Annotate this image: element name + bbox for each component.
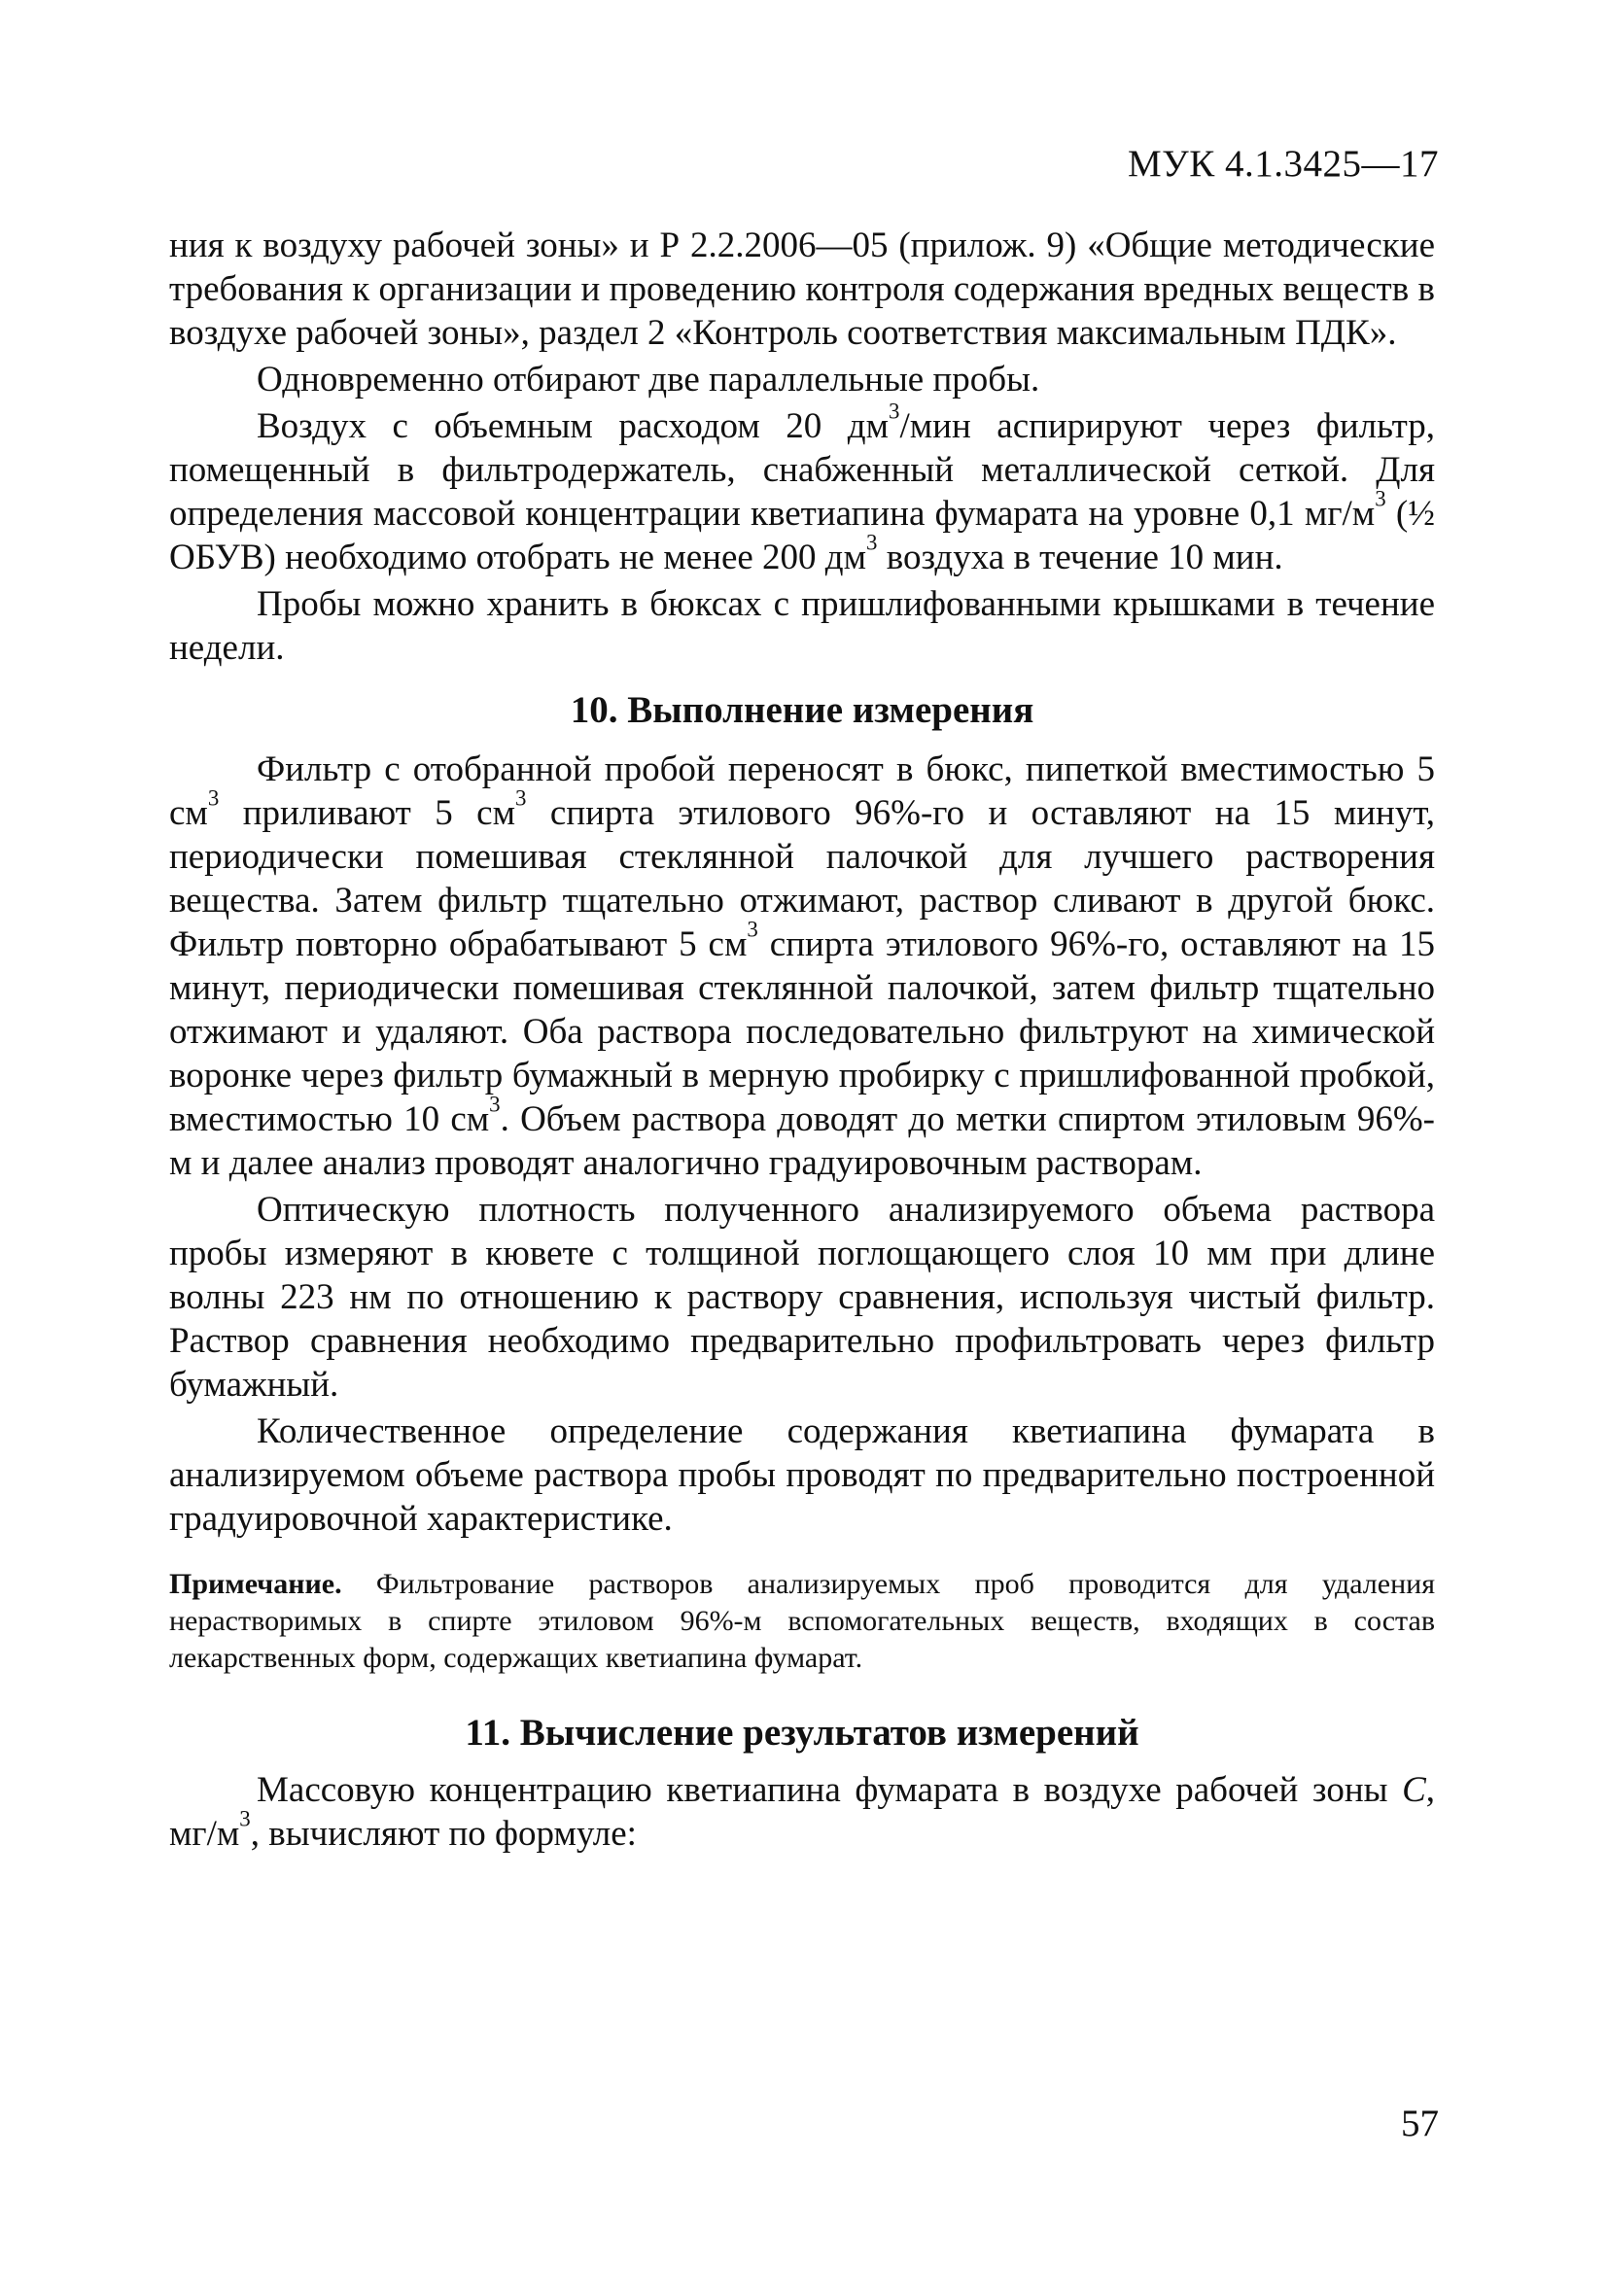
superscript: 3: [866, 530, 878, 555]
superscript: 3: [747, 917, 758, 942]
text-fragment: спирта этилового 96%-го и оставляют на 15 минут, периодически помешивая стеклянной палочкой для лучшего растворения вещества. Затем фильтр тщательно отжимают, раствор сливают в другой бюкс. Фильтр повторно обрабатывают 5 см: [169, 793, 1435, 964]
text-fragment: , мг/м: [169, 1770, 1435, 1854]
superscript: 3: [207, 785, 220, 811]
section-11-title: 11. Вычисление результатов измерений: [465, 1712, 1139, 1754]
superscript: 3: [239, 1806, 251, 1831]
section-10-title: 10. Выполнение измерения: [570, 689, 1034, 731]
paragraph-continuation: ния к воздуху рабочей зоны» и Р 2.2.2006—05 (прилож. 9) «Общие методические требования к организации и проведению контроля содержания вредных веществ в воздухе рабочей зоны», раздел 2 «Контроль соответствия максимальным ПДК».: [169, 226, 1435, 353]
text-fragment: , вычисляют по формуле:: [250, 1814, 637, 1854]
text-fragment: воздуха в течение 10 мин.: [877, 538, 1283, 577]
paragraph-optical-density: Оптическую плотность полученного анализируемого объема раствора пробы измеряют в кювете с толщиной поглощающего слоя 10 мм при длине волны 223 нм по отношению к раствору сравнения, используя чистый фильтр. Раствор сравнения необходимо предварительно профильтровать через фильтр бумажный.: [169, 1190, 1435, 1405]
paragraph-parallel-samples: Одновременно отбирают две параллельные пробы.: [257, 360, 1040, 400]
superscript: 3: [489, 1092, 501, 1117]
text-fragment: Фильтр с отобранной пробой переносят в бюкс, пипеткой вместимостью 5 см: [169, 749, 1435, 833]
paragraph-procedure: [169, 748, 1435, 1185]
note: [169, 1566, 1435, 1677]
paragraph-quantitative: Количественное определение содержания кветиапина фумарата в анализируемом объеме раствора пробы проводят по предварительно построенной градуировочной характеристике.: [169, 1411, 1435, 1539]
text-fragment: Воздух с объемным расходом 20 дм: [257, 406, 890, 446]
text-fragment: спирта этилового 96%-го, оставляют на 15 минут, периодически помешивая стеклянной палочкой, затем фильтр тщательно отжимают и удаляют. Оба раствора последовательно фильтруют на химической воронке через фильтр бумажный в мерную пробирку с пришлифованной пробкой, вместимостью 10 см: [169, 924, 1435, 1139]
text-fragment: (½ ОБУВ) необходимо отобрать не менее 200 дм: [169, 494, 1435, 577]
document-body: [169, 224, 1435, 1856]
note-label: Примечание.: [169, 1568, 342, 1600]
superscript: 3: [515, 785, 527, 811]
paragraph-storage: Пробы можно хранить в бюксах с пришлифованными крышками в течение недели.: [169, 584, 1435, 668]
text-fragment: Массовую концентрацию кветиапина фумарата в воздухе рабочей зоны: [257, 1770, 1403, 1810]
text-fragment: /мин аспирируют через фильтр, помещенный в фильтродержатель, снабженный металлической сеткой. Для определения массовой концентрации кветиапина фумарата на уровне 0,1 мг/м: [169, 406, 1435, 534]
document-code: МУК 4.1.3425—17: [1127, 143, 1439, 185]
superscript: 3: [889, 399, 900, 424]
paragraph-calculation: [169, 1768, 1435, 1856]
page-number: 57: [1401, 2103, 1439, 2144]
paragraph-air-sampling: [169, 399, 1435, 579]
variable-c: С: [1402, 1770, 1426, 1810]
text-fragment: приливают 5 см: [219, 793, 516, 833]
note-text: Фильтрование растворов анализируемых проб проводится для удаления нерастворимых в спирте этиловом 96%-м вспомогательных веществ, входящих в состав лекарственных форм, содержащих кветиапина фумарат.: [169, 1568, 1435, 1674]
superscript: 3: [1375, 486, 1386, 511]
text-fragment: . Объем раствора доводят до метки спиртом этиловым 96%-м и далее анализ проводят аналогично градуировочным растворам.: [169, 1099, 1435, 1183]
